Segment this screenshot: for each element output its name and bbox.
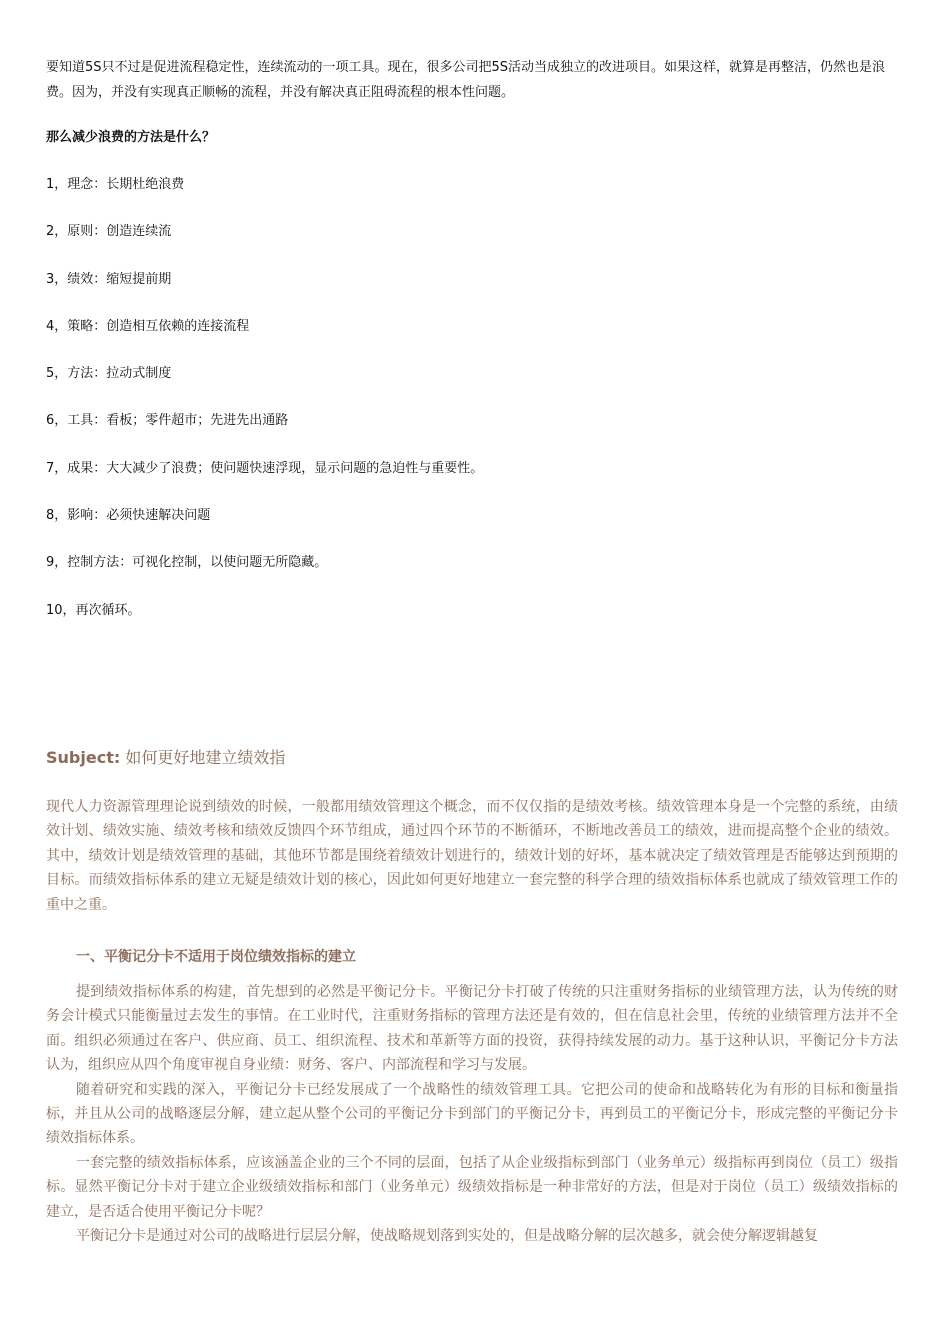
method-item: 1，理念：长期杜绝浪费 xyxy=(46,177,185,192)
body-paragraph: 随着研究和实践的深入，平衡记分卡已经发展成了一个战略性的绩效管理工具。它把公司的使命和战略转化为有形的目标和衡量指标，并且从公司的战略逐层分解，建立起从整个公司的平衡记分卡到部门的平衡记分卡，再到员工的平衡记分卡，形成完整的平衡记分卡绩效指标体系。 xyxy=(46,1081,898,1147)
body-paragraph: 平衡记分卡是通过对公司的战略进行层层分解，使战略规划落到实处的，但是战略分解的层次越多，就会使分解逻辑越复 xyxy=(76,1228,818,1245)
method-list xyxy=(46,175,483,648)
method-item: 10，再次循环。 xyxy=(46,602,141,618)
method-item: 4，策略：创造相互依赖的连接流程 xyxy=(46,318,250,334)
subject-title: 如何更好地建立绩效指 xyxy=(125,748,286,767)
method-item: 9，控制方法：可视化控制，以使问题无所隐藏。 xyxy=(46,555,328,571)
section-heading: 一、平衡记分卡不适用于岗位绩效指标的建立 xyxy=(76,949,356,965)
method-item: 5，方法：拉动式制度 xyxy=(46,366,172,382)
subject-line xyxy=(46,746,285,770)
intro-body-paragraph: 现代人力资源管理理论说到绩效的时候，一般都用绩效管理这个概念，而不仅仅指的是绩效考核。绩效管理本身是一个完整的系统，由绩效计划、绩效实施、绩效考核和绩效反馈四个环节组成，通过四个环节的不断循环，不断地改善员工的绩效，进而提高整个企业的绩效。其中，绩效计划是绩效管理的基础，其他环节都是围绕着绩效计划进行的，绩效计划的好坏，基本就决定了绩效管理是否能够达到预期的目标。而绩效指标体系的建立无疑是绩效计划的核心，因此如何更好地建立一套完整的科学合理的绩效指标体系也就成了绩效管理工作的重中之重。 xyxy=(46,799,898,913)
intro-paragraph: 要知道5S只不过是促进流程稳定性，连续流动的一项工具。现在，很多公司把5S活动当成独立的改进项目。如果这样，就算是再整洁，仍然也是浪费。因为，并没有实现真正顺畅的流程，并没有解决真正阻碍流程的根本性问题。 xyxy=(46,60,886,100)
body-paragraph: 提到绩效指标体系的构建，首先想到的必然是平衡记分卡。平衡记分卡打破了传统的只注重财务指标的业绩管理方法，认为传统的财务会计模式只能衡量过去发生的事情。在工业时代，注重财务指标的管理方法还是有效的，但在信息社会里，传统的业绩管理方法并不全面。组织必须通过在客户、供应商、员工、组织流程、技术和革新等方面的投资，获得持续发展的动力。基于这种认识，平衡记分卡方法认为，组织应从四个角度审视自身业绩：财务、客户、内部流程和学习与发展。 xyxy=(46,984,898,1074)
method-item: 3，绩效：缩短提前期 xyxy=(46,271,172,287)
question-heading: 那么减少浪费的方法是什么？ xyxy=(46,130,216,145)
method-item: 6，工具：看板；零件超市；先进先出通路 xyxy=(46,413,289,429)
subject-label: Subject: xyxy=(46,748,121,767)
body-paragraph: 一套完整的绩效指标体系，应该涵盖企业的三个不同的层面，包括了从企业级指标到部门（业务单元）级指标再到岗位（员工）级指标。显然平衡记分卡对于建立企业级绩效指标和部门（业务单元）级绩效指标是一种非常好的方法，但是对于岗位（员工）级绩效指标的建立，是否适合使用平衡记分卡呢？ xyxy=(46,1154,898,1220)
method-item: 7，成果：大大减少了浪费；使问题快速浮现，显示问题的急迫性与重要性。 xyxy=(46,460,484,476)
section-body xyxy=(46,980,898,1248)
method-item: 2，原则：创造连续流 xyxy=(46,224,172,240)
method-item: 8，影响：必须快速解决问题 xyxy=(46,508,211,524)
